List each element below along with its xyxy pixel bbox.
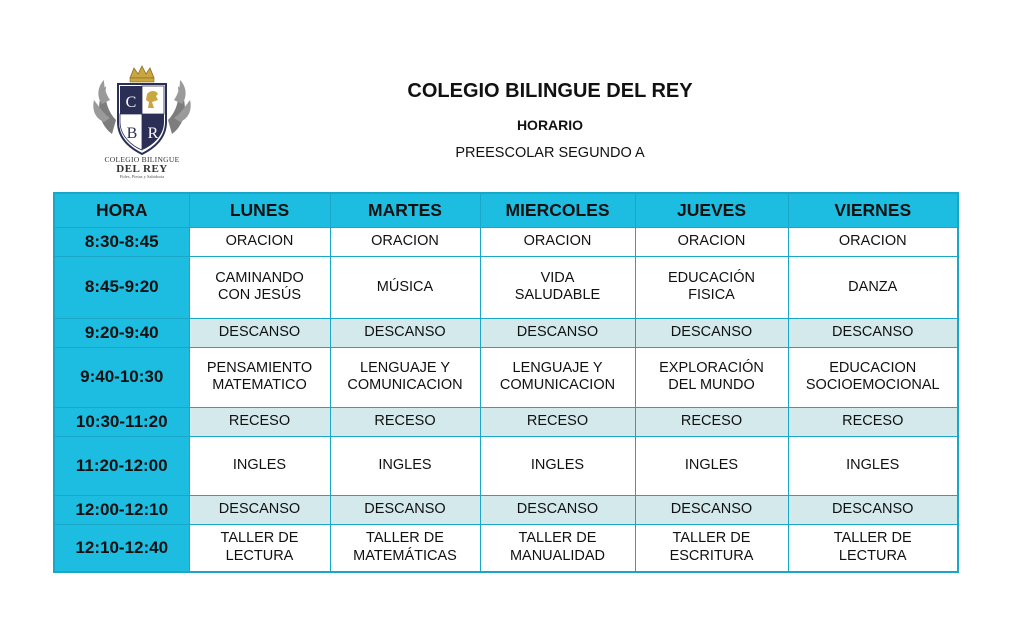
class-cell: ORACION <box>189 228 330 257</box>
header-viernes: VIERNES <box>788 193 958 228</box>
logo-line-3: Fides, Pietas y Sabiduria <box>119 173 165 179</box>
table-row <box>54 256 958 319</box>
hour-cell: 12:10-12:40 <box>54 524 189 572</box>
table-row <box>54 436 958 495</box>
class-cell: RECESO <box>189 408 330 437</box>
logo-line-1: COLEGIO BILINGUE <box>104 155 180 164</box>
crest-letter-b: B <box>126 125 138 142</box>
class-cell: EDUCACIÓN FISICA <box>635 256 788 319</box>
crest-letter-r: R <box>147 125 159 142</box>
hour-cell: 9:20-9:40 <box>54 319 189 348</box>
class-cell: TALLER DE MANUALIDAD <box>480 524 635 572</box>
class-cell: INGLES <box>788 436 958 495</box>
page-title: COLEGIO BILINGUE DEL REY <box>407 80 693 102</box>
hour-cell: 8:30-8:45 <box>54 228 189 257</box>
table-row <box>54 408 958 437</box>
hour-cell: 11:20-12:00 <box>54 436 189 495</box>
hour-cell: 9:40-10:30 <box>54 347 189 407</box>
class-cell: RECESO <box>330 408 480 437</box>
table-row <box>54 319 958 348</box>
hour-cell: 10:30-11:20 <box>54 408 189 437</box>
table-row <box>54 524 958 572</box>
class-cell: LENGUAJE Y COMUNICACION <box>480 347 635 407</box>
class-cell: DESCANSO <box>480 319 635 348</box>
header-miercoles: MIERCOLES <box>480 193 635 228</box>
page-subtitle: HORARIO <box>516 117 584 133</box>
school-logo <box>92 64 192 180</box>
class-cell: TALLER DE LECTURA <box>189 524 330 572</box>
header-martes: MARTES <box>330 193 480 228</box>
schedule-body <box>54 228 958 573</box>
class-cell: DESCANSO <box>788 319 958 348</box>
class-cell: RECESO <box>635 408 788 437</box>
class-cell: DESCANSO <box>189 319 330 348</box>
class-cell: RECESO <box>788 408 958 437</box>
class-cell: EXPLORACIÓN DEL MUNDO <box>635 347 788 407</box>
class-cell: DESCANSO <box>788 496 958 525</box>
class-cell: DANZA <box>788 256 958 319</box>
crest-icon <box>92 64 192 156</box>
class-cell: INGLES <box>189 436 330 495</box>
class-cell: INGLES <box>330 436 480 495</box>
class-cell: RECESO <box>480 408 635 437</box>
class-cell: DESCANSO <box>330 496 480 525</box>
header-row <box>54 193 958 228</box>
table-row <box>54 347 958 407</box>
crest-letter-c: C <box>125 94 137 111</box>
schedule-table <box>53 192 959 573</box>
class-cell: TALLER DE ESCRITURA <box>635 524 788 572</box>
class-cell: ORACION <box>480 228 635 257</box>
table-row <box>54 496 958 525</box>
class-cell: ORACION <box>330 228 480 257</box>
class-cell: LENGUAJE Y COMUNICACION <box>330 347 480 407</box>
hour-cell: 12:00-12:10 <box>54 496 189 525</box>
header-lunes: LUNES <box>189 193 330 228</box>
class-cell: EDUCACION SOCIOEMOCIONAL <box>788 347 958 407</box>
class-cell: VIDA SALUDABLE <box>480 256 635 319</box>
class-cell: DESCANSO <box>635 319 788 348</box>
class-cell: PENSAMIENTO MATEMATICO <box>189 347 330 407</box>
logo-line-2: DEL REY <box>116 162 168 175</box>
class-cell: INGLES <box>635 436 788 495</box>
group-label: PREESCOLAR SEGUNDO A <box>455 145 645 161</box>
class-cell: DESCANSO <box>189 496 330 525</box>
class-cell: DESCANSO <box>480 496 635 525</box>
class-cell: ORACION <box>788 228 958 257</box>
class-cell: DESCANSO <box>330 319 480 348</box>
class-cell: TALLER DE MATEMÁTICAS <box>330 524 480 572</box>
table-row <box>54 228 958 257</box>
class-cell: CAMINANDO CON JESÚS <box>189 256 330 319</box>
class-cell: DESCANSO <box>635 496 788 525</box>
header-hora: HORA <box>54 193 189 228</box>
hour-cell: 8:45-9:20 <box>54 256 189 319</box>
class-cell: TALLER DE LECTURA <box>788 524 958 572</box>
header-jueves: JUEVES <box>635 193 788 228</box>
class-cell: ORACION <box>635 228 788 257</box>
class-cell: MÚSICA <box>330 256 480 319</box>
class-cell: INGLES <box>480 436 635 495</box>
